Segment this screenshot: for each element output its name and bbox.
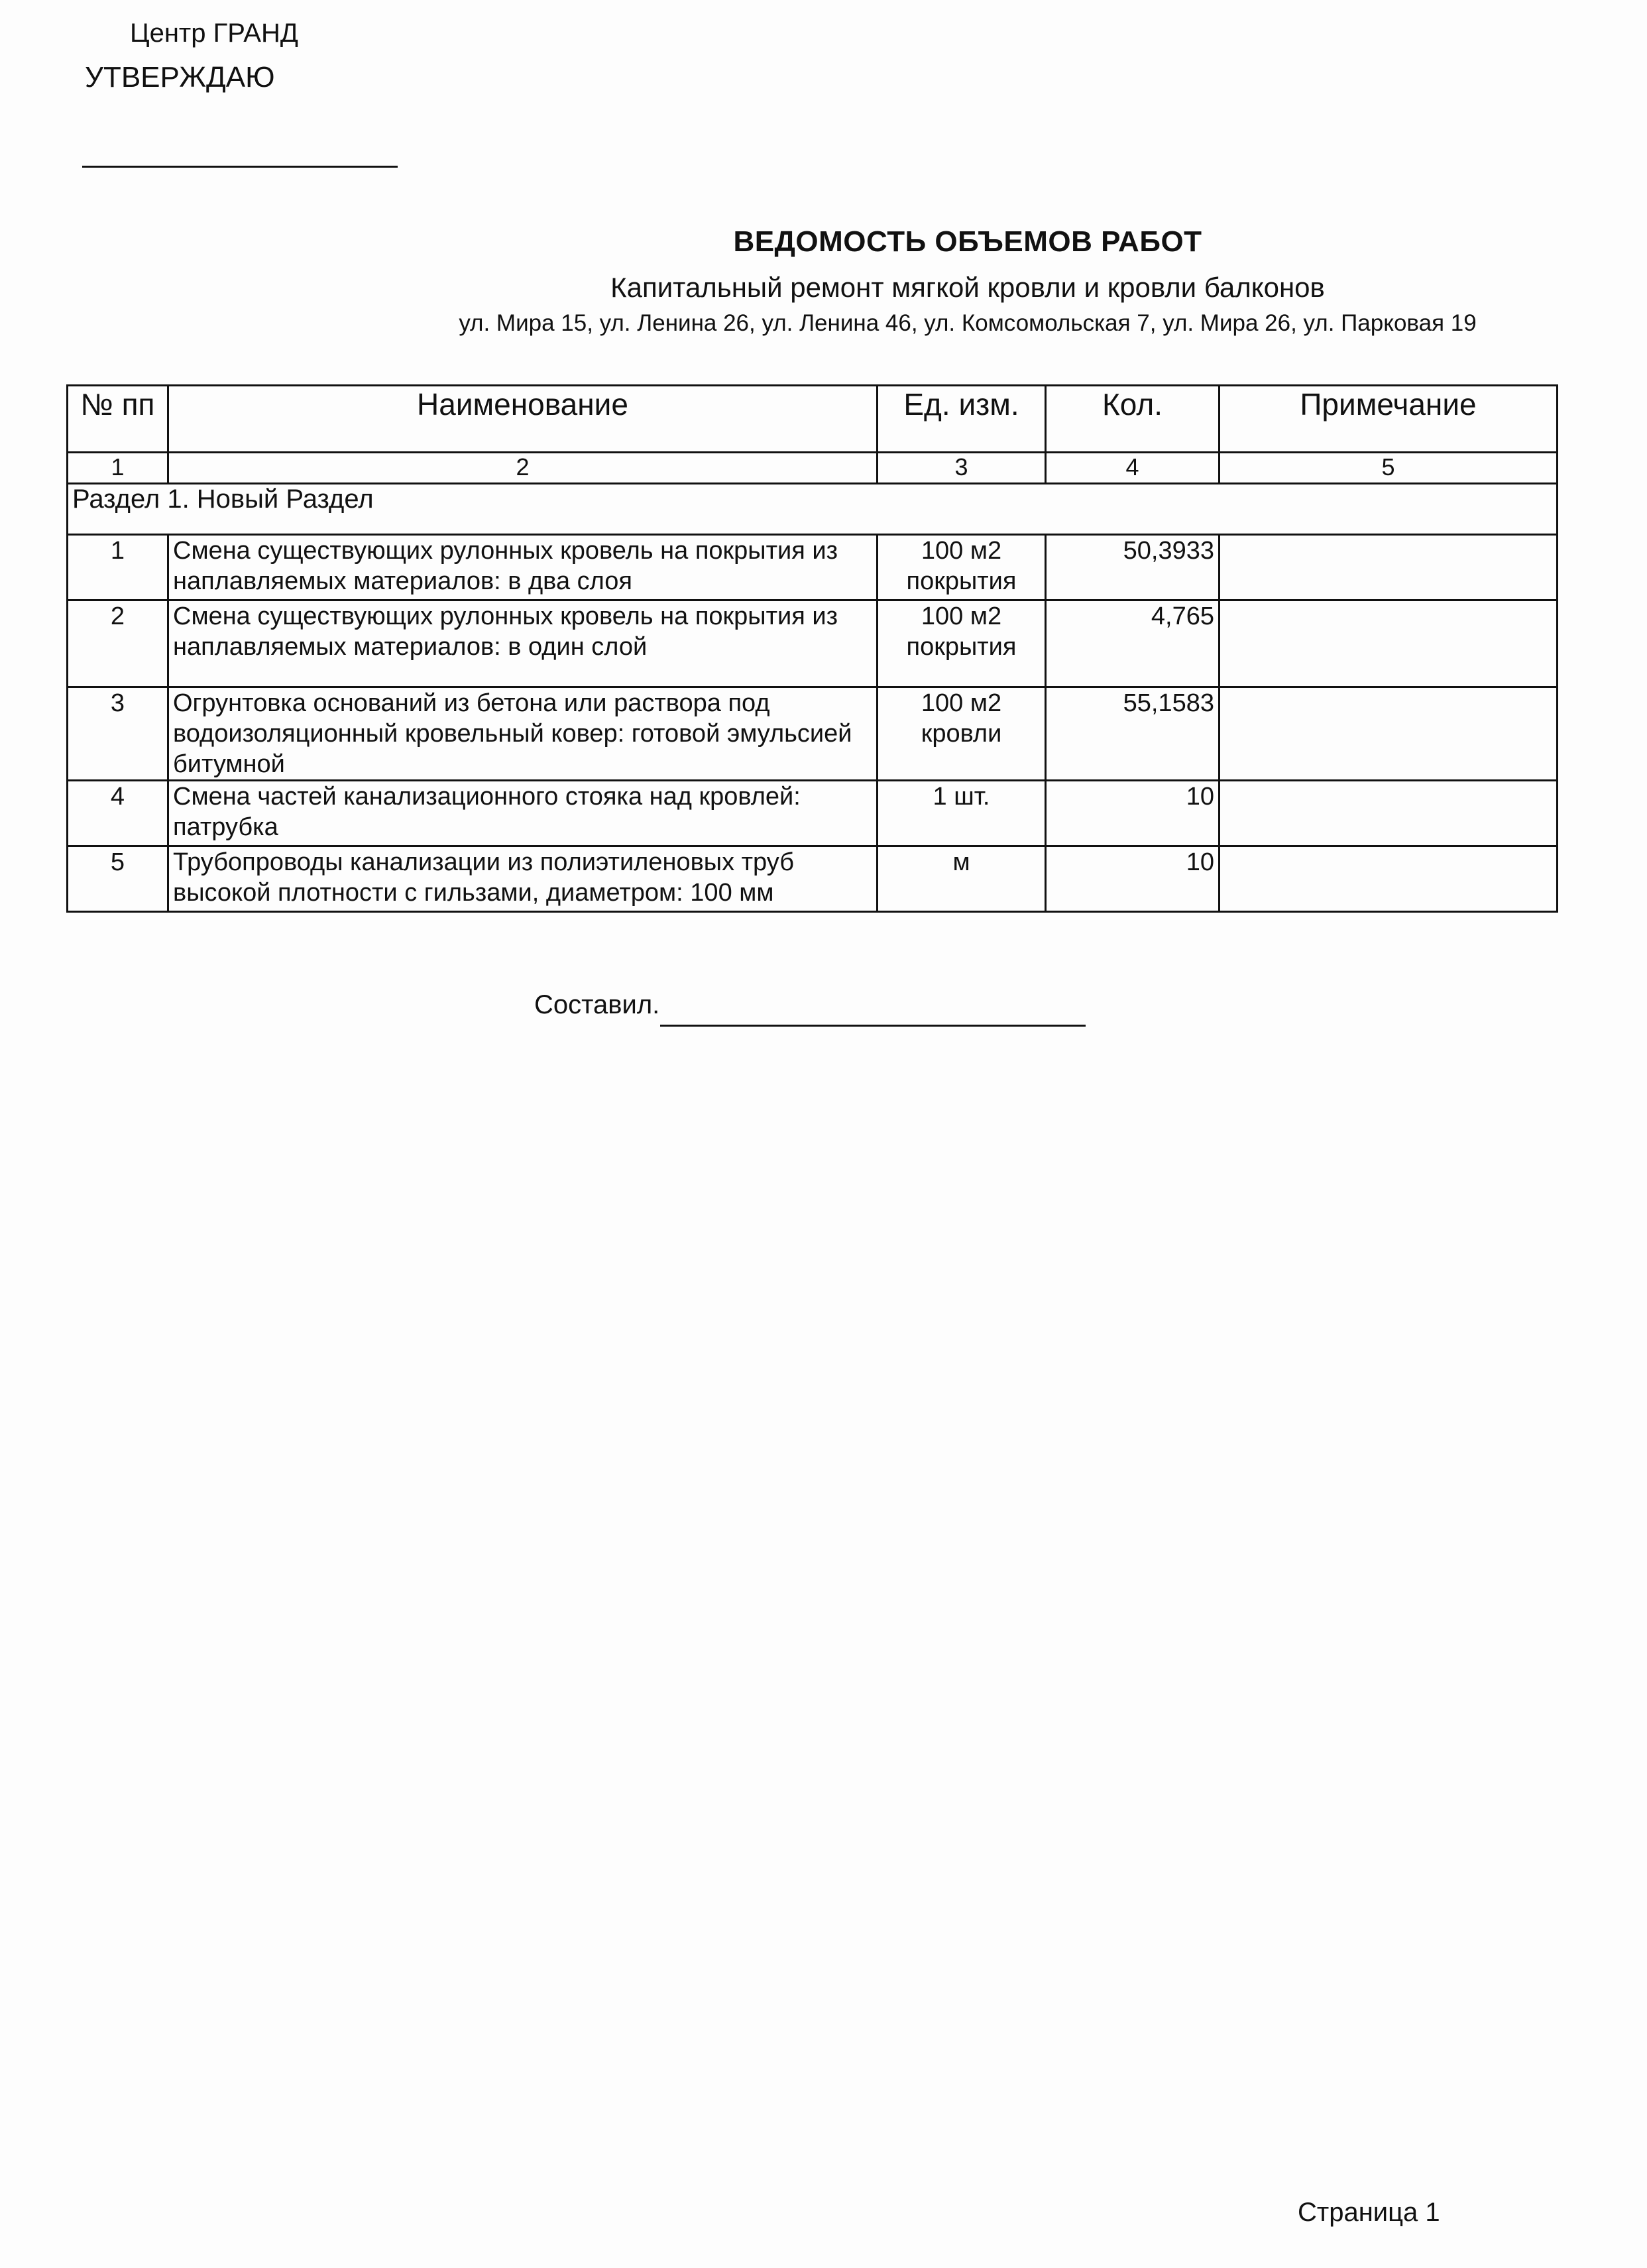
row-unit: 100 м2 покрытия bbox=[878, 535, 1046, 600]
row-unit: 100 м2 кровли bbox=[878, 687, 1046, 781]
column-index: 5 bbox=[1220, 453, 1558, 484]
approval-signature-line bbox=[82, 166, 398, 168]
column-header-num: № пп bbox=[68, 386, 168, 453]
row-quantity: 55,1583 bbox=[1046, 687, 1220, 781]
row-note bbox=[1220, 781, 1558, 846]
table-row bbox=[68, 846, 1558, 912]
row-name: Трубопроводы канализации из полиэтиленовых труб высокой плотности с гильзами, диаметром: 100 мм bbox=[168, 846, 878, 912]
row-name: Смена существующих рулонных кровель на покрытия из наплавляемых материалов: в один слой bbox=[168, 600, 878, 687]
section-row bbox=[68, 484, 1558, 535]
column-index: 3 bbox=[878, 453, 1046, 484]
row-unit: 1 шт. bbox=[878, 781, 1046, 846]
column-index: 4 bbox=[1046, 453, 1220, 484]
column-index: 1 bbox=[68, 453, 168, 484]
organization-name: Центр ГРАНД bbox=[130, 19, 298, 48]
column-index: 2 bbox=[168, 453, 878, 484]
row-number: 5 bbox=[68, 846, 168, 912]
table-row bbox=[68, 687, 1558, 781]
row-number: 3 bbox=[68, 687, 168, 781]
row-quantity: 10 bbox=[1046, 781, 1220, 846]
row-unit: м bbox=[878, 846, 1046, 912]
column-header-note: Примечание bbox=[1220, 386, 1558, 453]
row-quantity: 50,3933 bbox=[1046, 535, 1220, 600]
column-header-name: Наименование bbox=[168, 386, 878, 453]
column-header-unit: Ед. изм. bbox=[878, 386, 1046, 453]
row-note bbox=[1220, 687, 1558, 781]
row-name: Огрунтовка оснований из бетона или раствора под водоизоляционный кровельный ковер: готовой эмульсией битумной bbox=[168, 687, 878, 781]
column-index-row bbox=[68, 453, 1558, 484]
row-quantity: 10 bbox=[1046, 846, 1220, 912]
row-name: Смена существующих рулонных кровель на покрытия из наплавляемых материалов: в два слоя bbox=[168, 535, 878, 600]
compiled-by-label: Составил. bbox=[534, 990, 660, 1019]
row-number: 2 bbox=[68, 600, 168, 687]
table-row bbox=[68, 535, 1558, 600]
approval-label: УТВЕРЖДАЮ bbox=[85, 61, 275, 93]
row-unit: 100 м2 покрытия bbox=[878, 600, 1046, 687]
table-row bbox=[68, 600, 1558, 687]
row-number: 1 bbox=[68, 535, 168, 600]
compiled-by-signature-line bbox=[660, 1025, 1086, 1027]
row-number: 4 bbox=[68, 781, 168, 846]
row-note bbox=[1220, 600, 1558, 687]
table-row bbox=[68, 781, 1558, 846]
row-note bbox=[1220, 535, 1558, 600]
column-header-qty: Кол. bbox=[1046, 386, 1220, 453]
document-subtitle: Капитальный ремонт мягкой кровли и кровли балконов bbox=[610, 272, 1325, 303]
row-note bbox=[1220, 846, 1558, 912]
page-number: Страница 1 bbox=[1298, 2198, 1440, 2227]
row-quantity: 4,765 bbox=[1046, 600, 1220, 687]
document-title: ВЕДОМОСТЬ ОБЪЕМОВ РАБОТ bbox=[733, 225, 1202, 258]
row-name: Смена частей канализационного стояка над кровлей: патрубка bbox=[168, 781, 878, 846]
document-address: ул. Мира 15, ул. Ленина 26, ул. Ленина 46, ул. Комсомольская 7, ул. Мира 26, ул. Парковая 19 bbox=[459, 310, 1477, 336]
section-title: Раздел 1. Новый Раздел bbox=[68, 484, 1558, 535]
works-table bbox=[66, 384, 1558, 913]
table-header-row bbox=[68, 386, 1558, 453]
